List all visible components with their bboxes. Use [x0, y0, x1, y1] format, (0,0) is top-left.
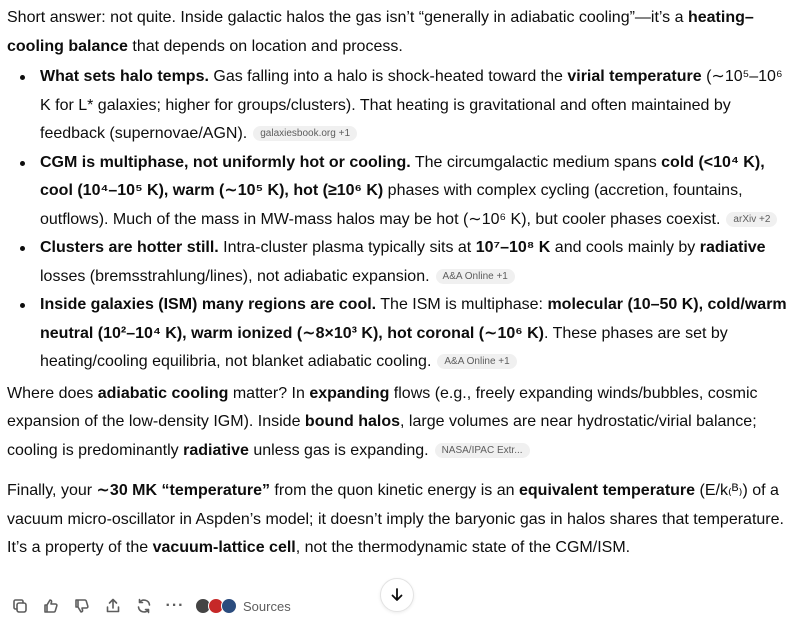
- adiabatic-paragraph: [7, 380, 793, 466]
- citation-pill[interactable]: A&A Online +1: [437, 354, 516, 369]
- intro-text-end: that depends on location and process.: [127, 37, 403, 55]
- bold-text: expanding: [309, 384, 390, 402]
- bold-text: bound halos: [304, 413, 401, 430]
- bullet-item: [40, 149, 793, 235]
- bold-text: vacuum-lattice cell: [152, 539, 296, 556]
- text-segment: . These phases are set by heating/cooling equilibria, not blanket adiabatic cooling.: [40, 324, 728, 370]
- bold-text: ∼30 MK “temperature”: [96, 482, 270, 499]
- bold-text: equivalent temperature: [519, 482, 696, 499]
- text-segment: , large volumes are near hydrostatic/virial balance; cooling is predominantly: [7, 413, 757, 459]
- more-button[interactable]: [162, 594, 188, 618]
- text-segment: Finally, your: [7, 482, 97, 499]
- share-button[interactable]: [100, 594, 126, 618]
- thumbs-down-icon: [73, 597, 91, 615]
- bold-text: CGM is multiphase, not uniformly hot or cooling.: [40, 153, 411, 171]
- bold-text: molecular (10–50 K), cold/warm neutral (10²–10⁴ K), warm ionized (∼8×10³ K), hot coronal (∼10⁶ K): [40, 296, 787, 342]
- copy-icon: [11, 597, 29, 615]
- bold-text: Inside galaxies (ISM) many regions are cool.: [40, 296, 377, 313]
- bullet-list: [7, 63, 793, 377]
- text-segment: flows (e.g., freely expanding winds/bubbles, cosmic expansion of the low-density IGM). Inside: [7, 384, 758, 430]
- text-segment: phases with complex cycling (accretion, fountains, outflows). Much of the mass in MW-mass halos may be hot (∼10⁶ K), but cooler phases coexist.: [40, 182, 743, 228]
- bold-text: 10⁷–10⁸ K: [475, 239, 551, 256]
- bold-text: virial temperature: [567, 68, 702, 85]
- citation-pill[interactable]: NASA/IPAC Extr...: [435, 443, 530, 458]
- share-icon: [104, 597, 122, 615]
- text-segment: Where does: [7, 384, 98, 402]
- bullet-item: [40, 234, 793, 291]
- bullet-item: [40, 63, 793, 149]
- sources-label: Sources: [243, 598, 291, 614]
- text-segment: from the quon kinetic energy is an: [269, 482, 519, 499]
- text-segment: and cools mainly by: [550, 239, 700, 256]
- more-icon: ···: [165, 597, 185, 614]
- citation-pill[interactable]: A&A Online +1: [436, 269, 515, 284]
- final-paragraph: [7, 477, 793, 563]
- assistant-message: [7, 4, 793, 563]
- scroll-down-button[interactable]: [380, 578, 414, 612]
- regenerate-icon: [135, 597, 153, 615]
- citation-pill[interactable]: arXiv +2: [726, 212, 777, 227]
- message-actions: [7, 594, 291, 618]
- thumbs-up-icon: [42, 597, 60, 615]
- thumbs-down-button[interactable]: [69, 594, 95, 618]
- bold-text: adiabatic cooling: [97, 384, 229, 402]
- intro-text: Short answer: not quite. Inside galactic halos the gas isn’t “generally in adiabatic cooling”—it’s a: [7, 9, 688, 26]
- text-segment: The circumgalactic medium spans: [410, 153, 662, 171]
- arrow-down-icon: [389, 587, 405, 603]
- text-segment: (E/k₍ᴮ₎) of a vacuum micro-oscillator in Aspden’s model; it doesn’t imply the baryonic gas in halos shares that temperature. It’s a property of the: [7, 482, 784, 556]
- sources-button[interactable]: [195, 598, 291, 614]
- text-segment: unless gas is expanding.: [248, 441, 429, 459]
- intro-bold: heating–cooling balance: [7, 9, 754, 55]
- citation-pill[interactable]: galaxiesbook.org +1: [253, 126, 357, 141]
- text-segment: The ISM is multiphase:: [376, 296, 548, 313]
- bold-text: radiative: [699, 239, 766, 256]
- bold-text: What sets halo temps.: [40, 68, 209, 85]
- source-favicon-icon: [221, 598, 237, 614]
- thumbs-up-button[interactable]: [38, 594, 64, 618]
- intro-paragraph: [7, 4, 793, 61]
- bold-text: radiative: [183, 441, 249, 459]
- text-segment: Gas falling into a halo is shock-heated toward the: [208, 68, 568, 85]
- text-segment: (∼10⁵–10⁶ K for L* galaxies; higher for groups/clusters). That heating is gravitational and often maintained by feedback (supernovae/AGN).: [40, 68, 783, 142]
- copy-button[interactable]: [7, 594, 33, 618]
- text-segment: losses (bremsstrahlung/lines), not adiabatic expansion.: [40, 267, 430, 285]
- regenerate-button[interactable]: [131, 594, 157, 618]
- text-segment: Intra-cluster plasma typically sits at: [218, 239, 476, 256]
- bold-text: cold (<10⁴ K), cool (10⁴–10⁵ K), warm (∼10⁵ K), hot (≥10⁶ K): [40, 153, 765, 199]
- bold-text: Clusters are hotter still.: [40, 239, 219, 256]
- text-segment: matter? In: [228, 384, 310, 402]
- text-segment: , not the thermodynamic state of the CGM/ISM.: [295, 539, 631, 556]
- bullet-item: [40, 291, 793, 377]
